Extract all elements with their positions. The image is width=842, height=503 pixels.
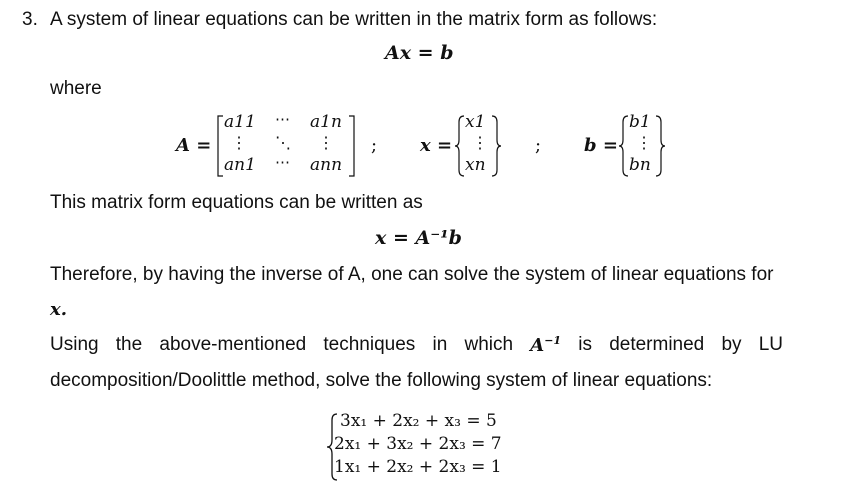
word: by — [721, 334, 742, 355]
matrix-a-cell: ⋯ — [275, 110, 290, 128]
vector-x-label: x = — [420, 135, 453, 156]
word: the — [115, 334, 143, 355]
word: techniques — [323, 334, 416, 355]
word: determined — [609, 334, 705, 355]
vector-b-cell: bn — [629, 155, 651, 175]
using-line-2: decomposition/Doolittle method, solve the following system of linear equations: — [50, 370, 713, 391]
matrix-a-cell: ⋯ — [275, 153, 290, 171]
word: is — [578, 334, 592, 355]
word: above-mentioned — [159, 334, 307, 355]
form-text: This matrix form equations can be written as — [50, 192, 423, 213]
vector-x-cell: x1 — [465, 112, 486, 132]
vector-x-cell: xn — [465, 155, 486, 175]
matrix-a-cell: a11 — [224, 112, 256, 132]
where-text: where — [50, 78, 102, 99]
separator: ; — [371, 135, 378, 156]
using-line — [50, 334, 783, 356]
word: LU — [758, 334, 783, 355]
system-equation: 1x₁ + 2x₂ + 2x₃ = 1 — [334, 457, 502, 477]
matrix-a-label: A = — [176, 135, 212, 156]
system-equation: 2x₁ + 3x₂ + 2x₃ = 7 — [334, 434, 502, 454]
word: which — [464, 334, 514, 355]
equation-x-inverse: x = A⁻¹b — [375, 227, 462, 249]
matrix-a-cell: ⋱ — [275, 133, 291, 152]
vector-b-label: b = — [584, 135, 618, 156]
vector-b-cell: b1 — [629, 112, 651, 132]
matrix-a-cell: ⋮ — [318, 133, 334, 152]
vector-b-cell: ⋮ — [636, 133, 652, 152]
intro-text: A system of linear equations can be written in the matrix form as follows: — [50, 9, 658, 30]
word: in — [432, 334, 448, 355]
separator: ; — [535, 135, 542, 156]
matrix-a-cell: ann — [310, 155, 343, 175]
word: Using — [50, 334, 99, 355]
matrix-a-cell: ⋮ — [231, 133, 247, 152]
equation-ax-b: Ax = b — [385, 42, 454, 64]
a-inverse-inline: $A^{-1}$ — [530, 334, 562, 356]
matrix-a-cell: a1n — [310, 112, 342, 132]
therefore-text: Therefore, by having the inverse of A, one can solve the system of linear equations for — [50, 264, 774, 285]
matrix-a-cell: an1 — [224, 155, 256, 175]
vector-x-cell: ⋮ — [472, 133, 488, 152]
x-bold-text: x. — [50, 299, 67, 320]
system-equation: 3x₁ + 2x₂ + x₃ = 5 — [340, 411, 497, 431]
problem-number: 3. — [22, 9, 38, 30]
